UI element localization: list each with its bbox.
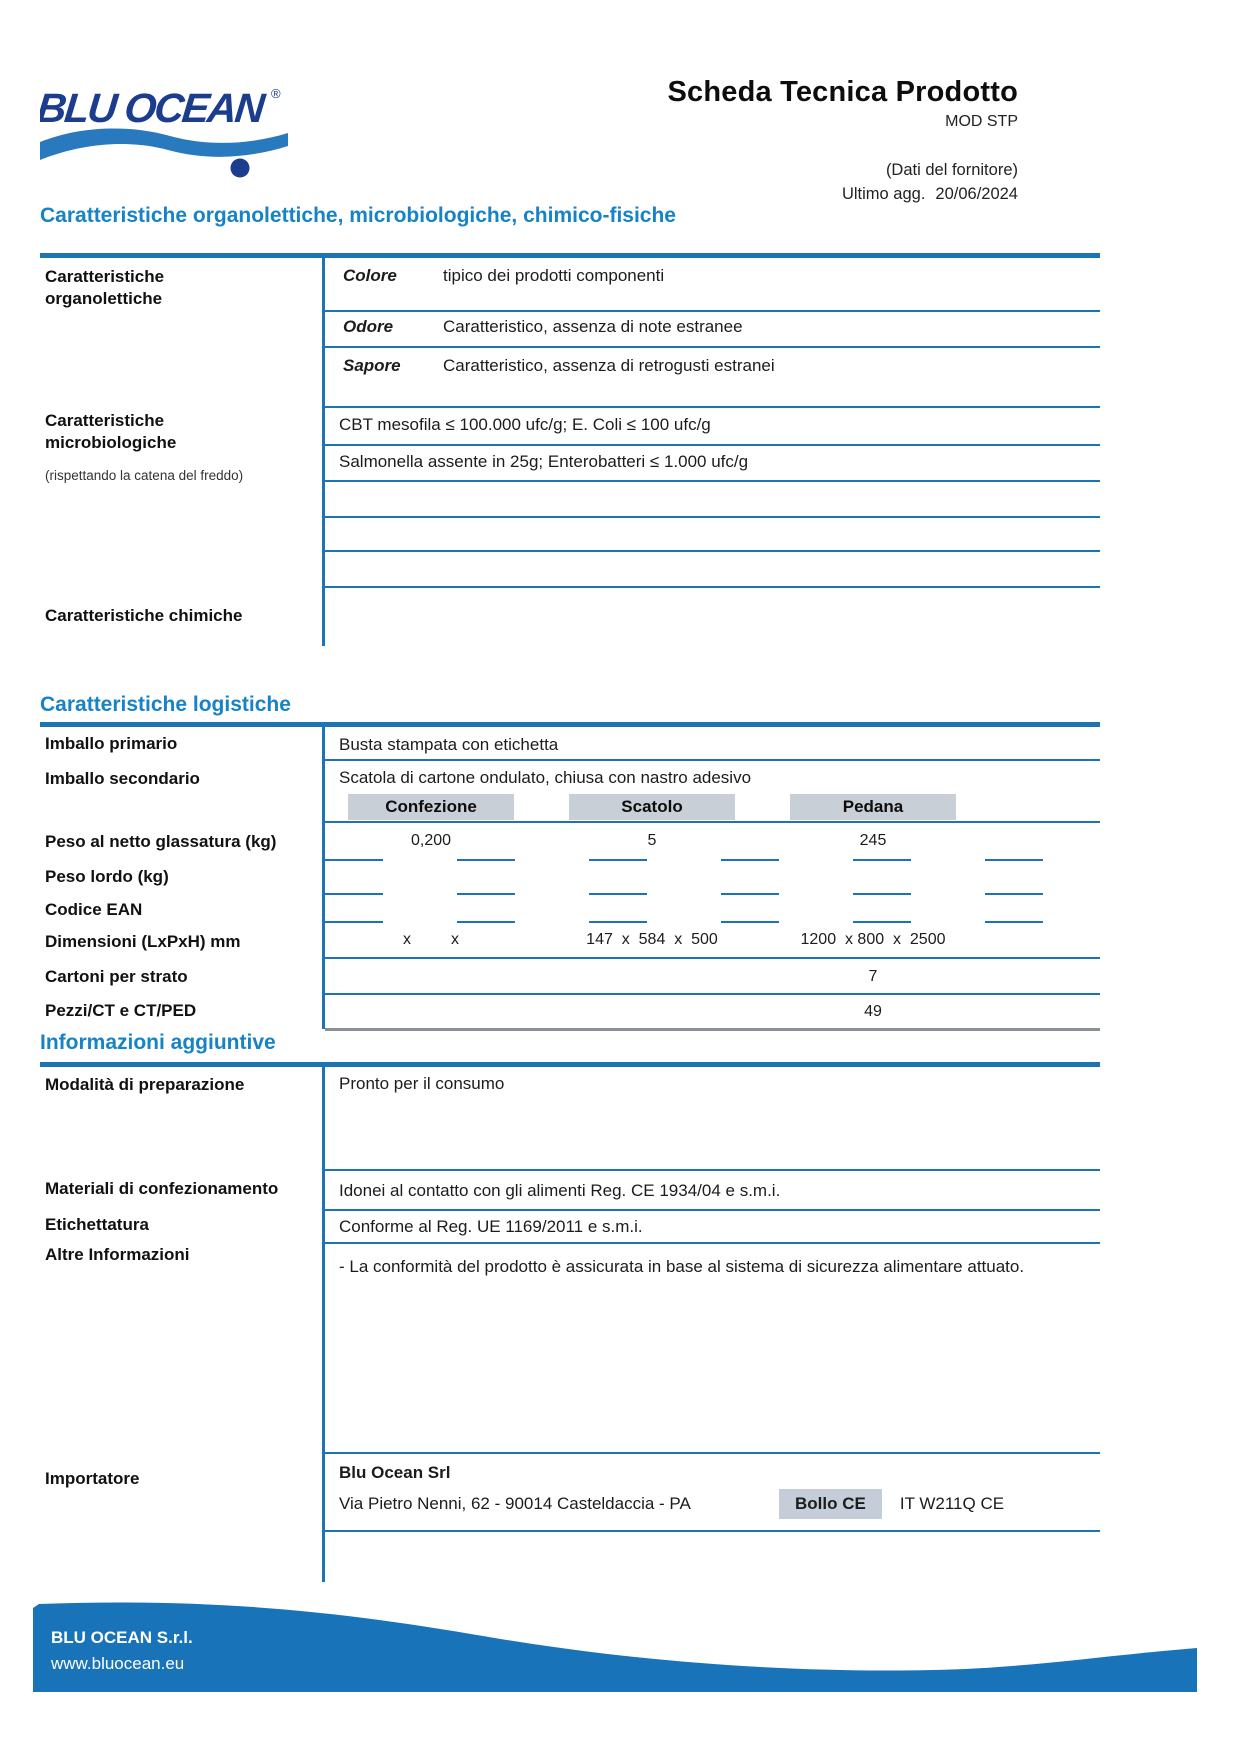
table-row-importatore — [325, 1454, 1100, 1532]
table-row — [325, 408, 1100, 446]
footer-wave-icon — [33, 1598, 1197, 1692]
table-row-empty — [325, 482, 1100, 518]
cell-value: 0,200 — [410, 832, 452, 849]
table-content — [322, 1067, 1100, 1582]
row-label: Modalità di preparazione — [45, 1075, 245, 1094]
row-label: Peso al netto glassatura (kg) — [45, 832, 277, 851]
cell-value: 1200 x 800 x 2500 — [800, 931, 946, 948]
micro-value: Salmonella assente in 25g; Enterobatteri ≤ 1.000 ufc/g — [339, 452, 749, 471]
table-row — [325, 258, 1100, 312]
section-title: Caratteristiche logistiche — [40, 693, 291, 716]
bollo-ce-badge: Bollo CE — [779, 1489, 882, 1519]
table-content — [322, 727, 1100, 1029]
table-row — [325, 1171, 1100, 1211]
bollo-ce-code: IT W211Q CE — [899, 1494, 1005, 1513]
importer-address: Via Pietro Nenni, 62 - 90014 Casteldaccia - PA — [339, 1494, 691, 1513]
row-label: Caratteristiche microbiologiche — [45, 411, 177, 452]
row-value: - La conformità del prodotto è assicurata in base al sistema di sicurezza alimentare attuato. — [339, 1257, 1025, 1276]
row-label: Caratteristiche organolettiche — [45, 267, 165, 308]
cell-value: 49 — [864, 1003, 882, 1020]
attr-key: Sapore — [343, 356, 401, 375]
row-label: Caratteristiche chimiche — [45, 606, 243, 625]
organolettiche-table — [40, 258, 1100, 646]
table-row — [325, 446, 1100, 482]
row-label: Imballo primario — [45, 734, 178, 753]
table-row-empty — [325, 552, 1100, 588]
table-row — [325, 823, 1100, 861]
logo-registered-mark: ® — [271, 86, 281, 101]
last-update — [667, 185, 1018, 204]
section-title: Informazioni aggiuntive — [40, 1031, 276, 1054]
last-update-label: Ultimo agg. — [841, 185, 926, 203]
logo-dot-icon — [231, 159, 250, 178]
row-value: Scatola di cartone ondulato, chiusa con nastro adesivo — [339, 768, 752, 787]
logistiche-table — [40, 727, 1100, 1029]
row-label: Importatore — [45, 1469, 140, 1488]
row-value: Conforme al Reg. UE 1169/2011 e s.m.i. — [339, 1217, 643, 1236]
table-row — [325, 1211, 1100, 1244]
section-organolettiche — [40, 203, 1100, 646]
table-row — [325, 727, 1100, 761]
row-value: Busta stampata con etichetta — [339, 735, 559, 754]
table-row — [325, 1067, 1100, 1171]
row-label-note: (rispettando la catena del freddo) — [45, 468, 244, 483]
table-row — [325, 761, 1100, 792]
table-row — [325, 348, 1100, 408]
micro-value: CBT mesofila ≤ 100.000 ufc/g; E. Coli ≤ 100 ufc/g — [339, 415, 711, 434]
table-row — [325, 312, 1100, 348]
logo-text: BLU OCEAN — [40, 85, 266, 131]
cell-value: x x — [402, 931, 459, 948]
attr-value: Caratteristico, assenza di note estranee — [443, 317, 743, 336]
table-content — [322, 258, 1100, 646]
footer-band — [33, 1598, 1197, 1692]
table-row-empty — [325, 518, 1100, 552]
cell-value: 147 x 584 x 500 — [586, 931, 718, 948]
attr-key: Colore — [343, 266, 397, 285]
column-header: Scatolo — [569, 794, 735, 820]
row-label: Materiali di confezionamento — [45, 1179, 279, 1198]
document-header — [667, 76, 1018, 204]
row-label: Peso lordo (kg) — [45, 867, 169, 886]
table-row — [325, 959, 1100, 995]
doc-model-code: MOD STP — [945, 113, 1018, 130]
section-title: Caratteristiche organolettiche, microbiologiche, chimico-fisiche — [40, 204, 676, 227]
row-value: Idonei al contatto con gli alimenti Reg. CE 1934/04 e s.m.i. — [339, 1181, 781, 1200]
table-row — [325, 1244, 1100, 1454]
table-row-empty — [325, 861, 1100, 895]
attr-value: Caratteristico, assenza di retrogusti estranei — [443, 356, 775, 375]
table-row-empty — [325, 1532, 1100, 1582]
section-informazioni-aggiuntive — [40, 1030, 1100, 1582]
attr-value: tipico dei prodotti componenti — [443, 266, 665, 285]
section-logistiche — [40, 692, 1100, 1029]
label-column — [40, 727, 322, 1029]
cell-value: 5 — [647, 832, 657, 849]
importer-name: Blu Ocean Srl — [339, 1463, 451, 1482]
cell-value: 245 — [859, 832, 887, 849]
footer-company: BLU OCEAN S.r.l. — [51, 1628, 193, 1647]
table-row — [325, 995, 1100, 1031]
row-label: Cartoni per strato — [45, 967, 188, 986]
supplier-note: (Dati del fornitore) — [885, 161, 1018, 179]
row-value: Pronto per il consumo — [339, 1074, 505, 1093]
row-label: Dimensioni (LxPxH) mm — [45, 932, 241, 951]
row-label: Codice EAN — [45, 900, 143, 919]
table-row — [325, 923, 1100, 959]
blu-ocean-logo-graphic — [40, 80, 290, 180]
row-label: Altre Informazioni — [45, 1245, 190, 1264]
footer-website: www.bluocean.eu — [51, 1654, 185, 1673]
label-column — [40, 1067, 322, 1582]
cell-value: 7 — [868, 968, 878, 985]
label-column — [40, 258, 322, 646]
attr-key: Odore — [343, 317, 394, 336]
aggiuntive-table — [40, 1067, 1100, 1582]
table-row-empty — [325, 588, 1100, 646]
last-update-date: 20/06/2024 — [935, 185, 1018, 203]
table-row-column-headers — [325, 792, 1100, 823]
logo-wave-icon — [40, 128, 288, 160]
row-label: Imballo secondario — [45, 769, 200, 788]
page-title: Scheda Tecnica Prodotto — [667, 76, 1018, 108]
column-header: Pedana — [790, 794, 956, 820]
row-label: Etichettatura — [45, 1215, 149, 1234]
row-label: Pezzi/CT e CT/PED — [45, 1001, 197, 1020]
company-logo — [40, 80, 290, 180]
table-row-empty — [325, 895, 1100, 923]
column-header: Confezione — [348, 794, 514, 820]
